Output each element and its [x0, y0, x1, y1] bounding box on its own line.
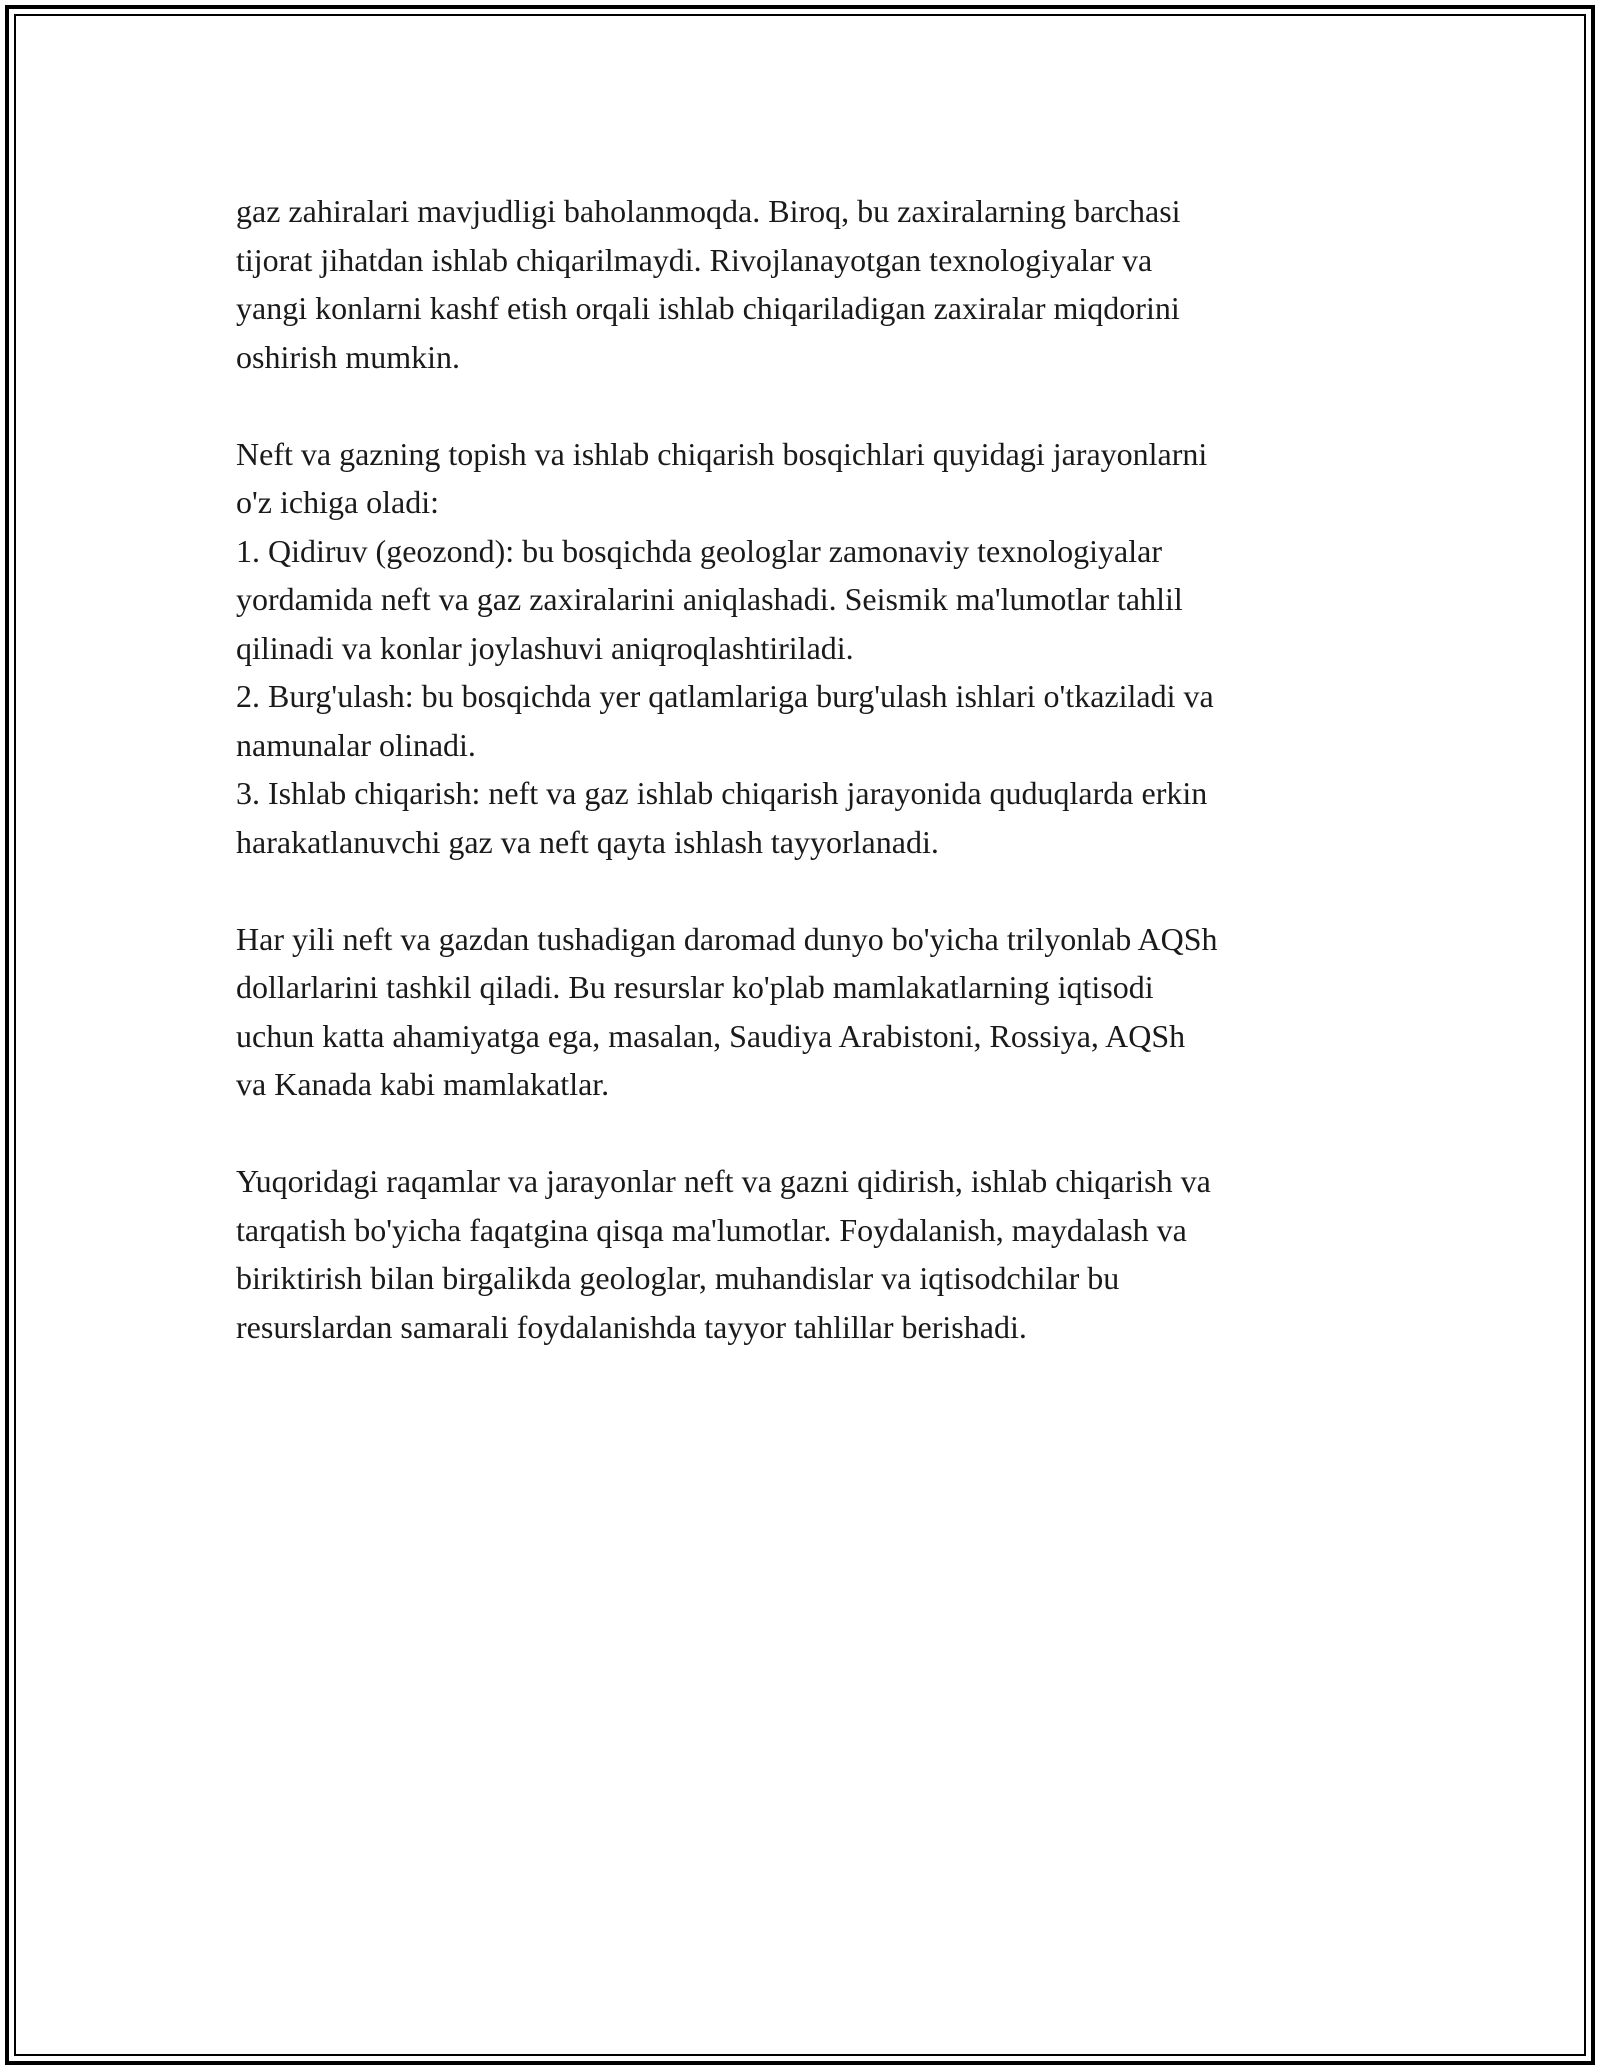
paragraph-reserves [236, 187, 1376, 381]
text-line: harakatlanuvchi gaz va neft qayta ishlash tayyorlanadi. [236, 823, 939, 860]
list-item-production: 3. Ishlab chiqarish: neft va gaz ishlab chiqarish jarayonida quduqlarda erkin [236, 775, 1208, 811]
text-line: gaz zahiralari mavjudligi baholanmoqda. Biroq, bu zaxiralarning barchasi [236, 193, 1181, 229]
text-line: o'z ichiga oladi: [236, 484, 440, 520]
text-line: qilinadi va konlar joylashuvi aniqroqlashtiriladi. [236, 629, 854, 666]
text-line: tijorat jihatdan ishlab chiqarilmaydi. Rivojlanayotgan texnologiyalar va [236, 241, 1153, 278]
list-item-drilling: 2. Burg'ulash: bu bosqichda yer qatlamlariga burg'ulash ishlari o'tkaziladi va [236, 678, 1214, 714]
text-line: va Kanada kabi mamlakatlar. [236, 1066, 610, 1102]
paragraph-stages [236, 430, 1376, 867]
document-body [236, 187, 1376, 1400]
text-line: yangi konlarni kashf etish orqali ishlab chiqariladigan zaxiralar miqdorini [236, 290, 1180, 326]
text-line: uchun katta ahamiyatga ega, masalan, Saudiya Arabistoni, Rossiya, AQSh [236, 1017, 1186, 1054]
text-line: oshirish mumkin. [236, 338, 461, 375]
text-line: dollarlarini tashkil qiladi. Bu resurslar ko'plab mamlakatlarning iqtisodi [236, 969, 1154, 1005]
text-line: Har yili neft va gazdan tushadigan daromad dunyo bo'yicha trilyonlab AQSh [236, 920, 1218, 957]
text-line: tarqatish bo'yicha faqatgina qisqa ma'lumotlar. Foydalanish, maydalash va [236, 1211, 1187, 1248]
paragraph-summary [236, 1157, 1376, 1351]
text-line: namunalar olinadi. [236, 726, 476, 763]
paragraph-revenue [236, 915, 1376, 1109]
text-line: resurslardan samarali foydalanishda tayyor tahlillar berishadi. [236, 1308, 1027, 1345]
text-line: biriktirish bilan birgalikda geologlar, muhandislar va iqtisodchilar bu [236, 1260, 1120, 1296]
text-line: yordamida neft va gaz zaxiralarini aniqlashadi. Seismik ma'lumotlar tahlil [236, 581, 1183, 617]
list-item-exploration: 1. Qidiruv (geozond): bu bosqichda geologlar zamonaviy texnologiyalar [236, 532, 1162, 569]
text-line: Neft va gazning topish va ishlab chiqarish bosqichlari quyidagi jarayonlarni [236, 435, 1208, 472]
text-line: Yuqoridagi raqamlar va jarayonlar neft va gazni qidirish, ishlab chiqarish va [236, 1163, 1211, 1199]
